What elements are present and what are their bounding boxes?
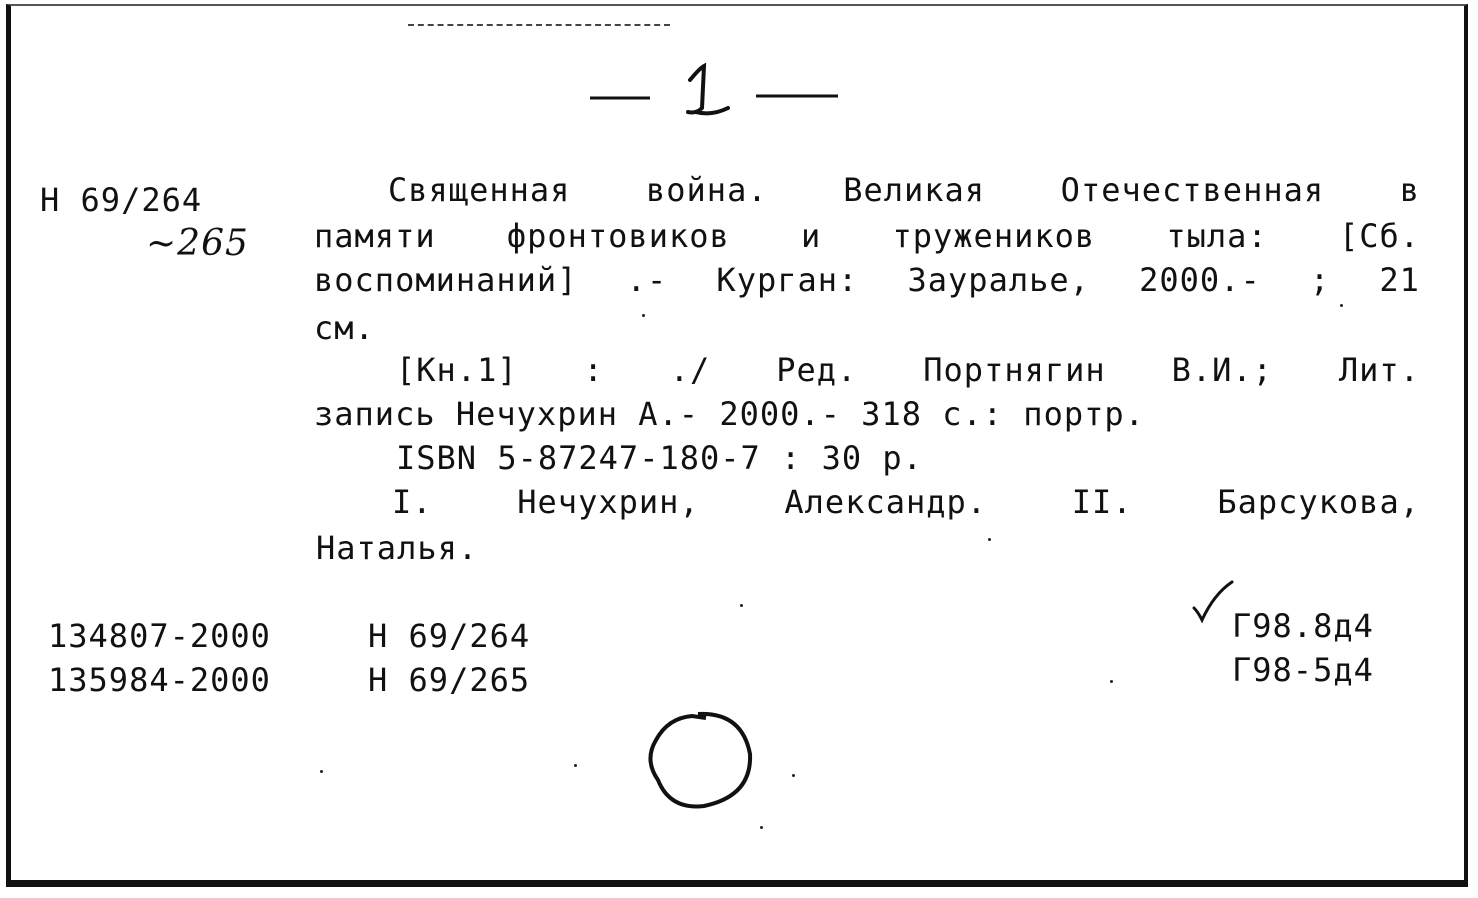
word: и — [800, 217, 822, 255]
word: Портнягин — [923, 351, 1106, 389]
speck — [1110, 680, 1113, 683]
top-dashed-line — [408, 24, 670, 26]
word: [Сб. — [1338, 217, 1420, 255]
word: 2000.- — [1139, 261, 1261, 299]
card-sequence-number — [588, 62, 838, 122]
word: .- — [626, 261, 668, 299]
speck — [320, 770, 323, 773]
shelf-mark-handwritten-value: 265 — [177, 223, 249, 264]
persons-line-1 — [392, 483, 1420, 521]
word: Нечухрин, — [517, 483, 700, 521]
word: война. — [646, 171, 768, 209]
classification-1: Г98.8д4 — [1232, 607, 1374, 645]
word: тыла: — [1166, 217, 1268, 255]
word: тружеников — [892, 217, 1096, 255]
speck — [740, 604, 743, 607]
word: В.И.; — [1171, 351, 1273, 389]
description-line-3 — [314, 261, 1420, 299]
word: ./ — [669, 351, 711, 389]
word: II. — [1071, 483, 1133, 521]
description-line-1 — [388, 171, 1420, 209]
word: I. — [392, 483, 433, 521]
checkmark-icon — [1190, 580, 1236, 626]
inventory-shelf-1: Н 69/264 — [368, 617, 531, 655]
speck — [988, 538, 991, 541]
card-number-mark — [588, 62, 838, 122]
word: [Кн.1] — [396, 351, 518, 389]
word: Лит. — [1338, 351, 1420, 389]
volume-line-1 — [396, 351, 1420, 389]
word: Великая — [843, 171, 986, 209]
word: в — [1399, 171, 1420, 209]
shelf-mark-primary: Н 69/264 — [40, 181, 203, 219]
description-line-4: см. — [314, 309, 375, 347]
word: Барсукова, — [1217, 483, 1420, 521]
word: воспоминаний] — [314, 261, 578, 299]
inventory-number-1: 134807-2000 — [48, 617, 271, 655]
word: памяти — [314, 217, 436, 255]
shelf-mark-handwritten: ~265 — [146, 223, 249, 264]
volume-line-2: запись Нечухрин А.- 2000.- 318 с.: портр. — [314, 395, 1145, 433]
persons-line-2: Наталья. — [316, 529, 479, 567]
inventory-number-2: 135984-2000 — [48, 661, 271, 699]
word: 21 — [1379, 261, 1420, 299]
word: : — [583, 351, 604, 389]
inventory-shelf-2: Н 69/265 — [368, 661, 531, 699]
speck — [792, 774, 795, 777]
word: Зауралье, — [907, 261, 1090, 299]
speck — [1340, 304, 1343, 307]
speck — [574, 764, 577, 767]
word: Курган: — [716, 261, 859, 299]
word: Отечественная — [1060, 171, 1325, 209]
speck — [642, 314, 645, 317]
punch-hole-circle-icon — [644, 710, 756, 812]
word: Ред. — [776, 351, 858, 389]
isbn-line: ISBN 5-87247-180-7 : 30 р. — [396, 439, 923, 477]
classification-2: Г98-5д4 — [1232, 651, 1374, 689]
word: Священная — [388, 171, 571, 209]
word: ; — [1309, 261, 1331, 299]
description-line-2 — [314, 217, 1420, 255]
word: Александр. — [784, 483, 988, 521]
speck — [760, 826, 763, 829]
word: фронтовиков — [506, 217, 730, 255]
